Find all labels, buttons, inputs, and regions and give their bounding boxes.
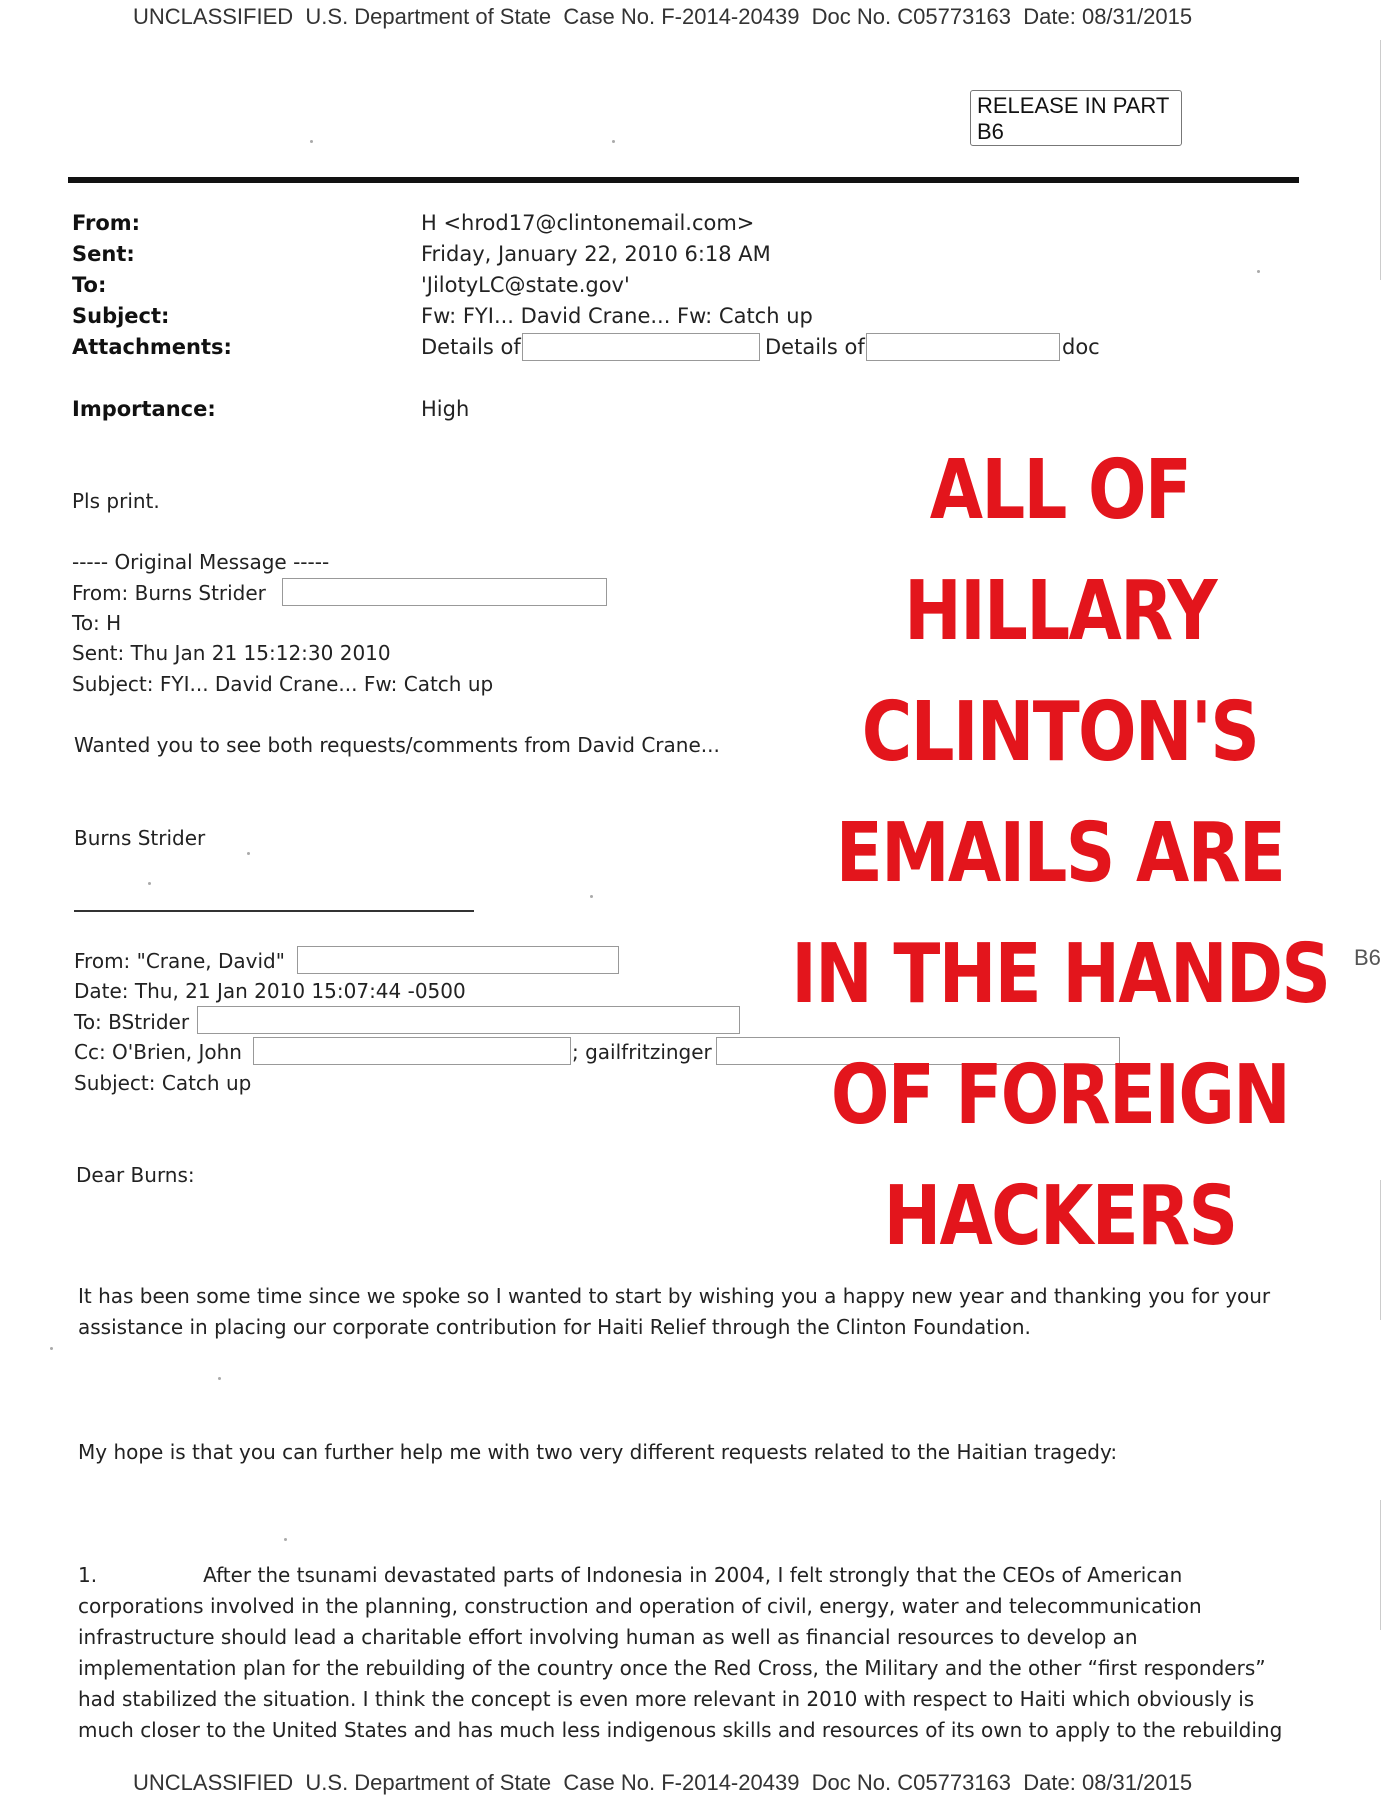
overlay-line: ALL OF xyxy=(929,443,1191,538)
scan-speck xyxy=(247,852,250,855)
scan-speck xyxy=(310,140,313,143)
to-value: 'JilotyLC@state.gov' xyxy=(421,273,630,297)
original-body: Wanted you to see both requests/comments from David Crane... xyxy=(74,733,720,757)
redaction-box xyxy=(297,946,619,974)
agency: U.S. Department of State xyxy=(305,1770,552,1795)
scan-speck xyxy=(50,1347,53,1350)
forwarded-from: From: "Crane, David" xyxy=(74,949,285,973)
scan-speck xyxy=(218,1377,221,1380)
overlay-line: IN THE HANDS xyxy=(791,927,1330,1022)
forwarded-date: Date: Thu, 21 Jan 2010 15:07:44 -0500 xyxy=(74,979,466,1003)
numbered-item-1 xyxy=(78,1560,1318,1746)
release-date: Date: 08/31/2015 xyxy=(1023,1770,1193,1795)
forwarded-cc: Cc: O'Brien, John xyxy=(74,1040,242,1064)
redaction-box xyxy=(197,1006,740,1034)
note-text: Pls print. xyxy=(72,489,160,513)
redaction-box xyxy=(253,1037,571,1065)
overlay-line: HACKERS xyxy=(883,1169,1237,1264)
classification: UNCLASSIFIED xyxy=(133,4,294,29)
release-stamp-line2: B6 xyxy=(977,119,1004,144)
forwarded-cc-2: ; gailfritzinger xyxy=(572,1040,712,1064)
classification: UNCLASSIFIED xyxy=(133,1770,294,1795)
forwarded-to: To: BStrider xyxy=(74,1010,190,1034)
paragraph-line: infrastructure should lead a charitable effort involving human as well as financial resources to develop an xyxy=(78,1625,1138,1649)
greeting: Dear Burns: xyxy=(76,1163,195,1187)
signature: Burns Strider xyxy=(74,826,206,850)
case-number: Case No. F-2014-20439 xyxy=(563,4,800,29)
overlay-line: OF FOREIGN xyxy=(830,1048,1290,1143)
to-label: To: xyxy=(72,273,107,297)
redaction-box xyxy=(866,333,1060,361)
overlay-line: EMAILS ARE xyxy=(835,806,1285,901)
attachment-1: Details of xyxy=(421,335,521,359)
original-to: To: H xyxy=(72,611,122,635)
paragraph-2 xyxy=(78,1437,1318,1468)
importance-label: Importance: xyxy=(72,397,216,421)
attachment-2: Details of xyxy=(765,335,865,359)
subject-label: Subject: xyxy=(72,304,170,328)
signature-separator xyxy=(74,910,474,912)
from-value: H <hrod17@clintonemail.com> xyxy=(421,211,755,235)
from-label: From: xyxy=(72,211,141,235)
scan-speck xyxy=(612,140,615,143)
release-date: Date: 08/31/2015 xyxy=(1023,4,1193,29)
redaction-box xyxy=(282,578,607,606)
redaction-code-marker: B6 xyxy=(1354,945,1381,970)
forwarded-subject: Subject: Catch up xyxy=(74,1071,252,1095)
paragraph-line xyxy=(78,1560,1318,1591)
scan-margin-line xyxy=(1380,1180,1381,1320)
original-subject: Subject: FYI... David Crane... Fw: Catch up xyxy=(72,672,494,696)
paragraph-line: My hope is that you can further help me with two very different requests related to the Haitian tragedy: xyxy=(78,1440,1118,1464)
original-from: From: Burns Strider xyxy=(72,581,266,605)
paragraph-line: much closer to the United States and has much less indigenous skills and resources of its own to apply to the rebuilding xyxy=(78,1718,1283,1742)
scan-speck xyxy=(1257,270,1260,273)
case-number: Case No. F-2014-20439 xyxy=(563,1770,800,1795)
header-rule xyxy=(68,177,1299,183)
item-number: 1. xyxy=(78,1563,98,1587)
scan-speck xyxy=(284,1538,287,1541)
paragraph-line: assistance in placing our corporate contribution for Haiti Relief through the Clinton Foundation. xyxy=(78,1315,1031,1339)
doc-number: Doc No. C05773163 xyxy=(811,4,1012,29)
sent-value: Friday, January 22, 2010 6:18 AM xyxy=(421,242,771,266)
document-header-top xyxy=(133,4,1192,30)
paragraph-line: had stabilized the situation. I think the concept is even more relevant in 2010 with respect to Haiti which obviously is xyxy=(78,1687,1255,1711)
scan-margin-line xyxy=(1380,40,1381,280)
subject-value: Fw: FYI... David Crane... Fw: Catch up xyxy=(421,304,813,328)
release-stamp-line1: RELEASE IN PART xyxy=(977,93,1170,118)
overlay-caption xyxy=(791,430,1329,1277)
attachments-label: Attachments: xyxy=(72,335,232,359)
original-sent: Sent: Thu Jan 21 15:12:30 2010 xyxy=(72,641,391,665)
scan-speck xyxy=(590,895,593,898)
document-header-bottom xyxy=(133,1770,1192,1796)
overlay-line: HILLARY xyxy=(904,564,1216,659)
scan-speck xyxy=(148,882,151,885)
sent-label: Sent: xyxy=(72,242,135,266)
doc-number: Doc No. C05773163 xyxy=(811,1770,1012,1795)
paragraph-line: corporations involved in the planning, construction and operation of civil, energy, water and telecommunication xyxy=(78,1594,1202,1618)
overlay-line: CLINTON'S xyxy=(861,685,1259,780)
release-stamp xyxy=(970,90,1182,146)
importance-value: High xyxy=(421,397,470,421)
attachment-2-ext: doc xyxy=(1062,335,1100,359)
agency: U.S. Department of State xyxy=(305,4,552,29)
paragraph-1 xyxy=(78,1281,1318,1343)
original-message-heading: ----- Original Message ----- xyxy=(72,550,330,574)
scan-margin-line xyxy=(1380,1500,1381,1630)
paragraph-line: implementation plan for the rebuilding of the country once the Red Cross, the Military and the other “first responders” xyxy=(78,1656,1266,1680)
paragraph-line: It has been some time since we spoke so I wanted to start by wishing you a happy new year and thanking you for your xyxy=(78,1284,1271,1308)
item-first-line: After the tsunami devastated parts of Indonesia in 2004, I felt strongly that the CEOs of American xyxy=(203,1563,1183,1587)
redaction-box xyxy=(522,333,760,361)
